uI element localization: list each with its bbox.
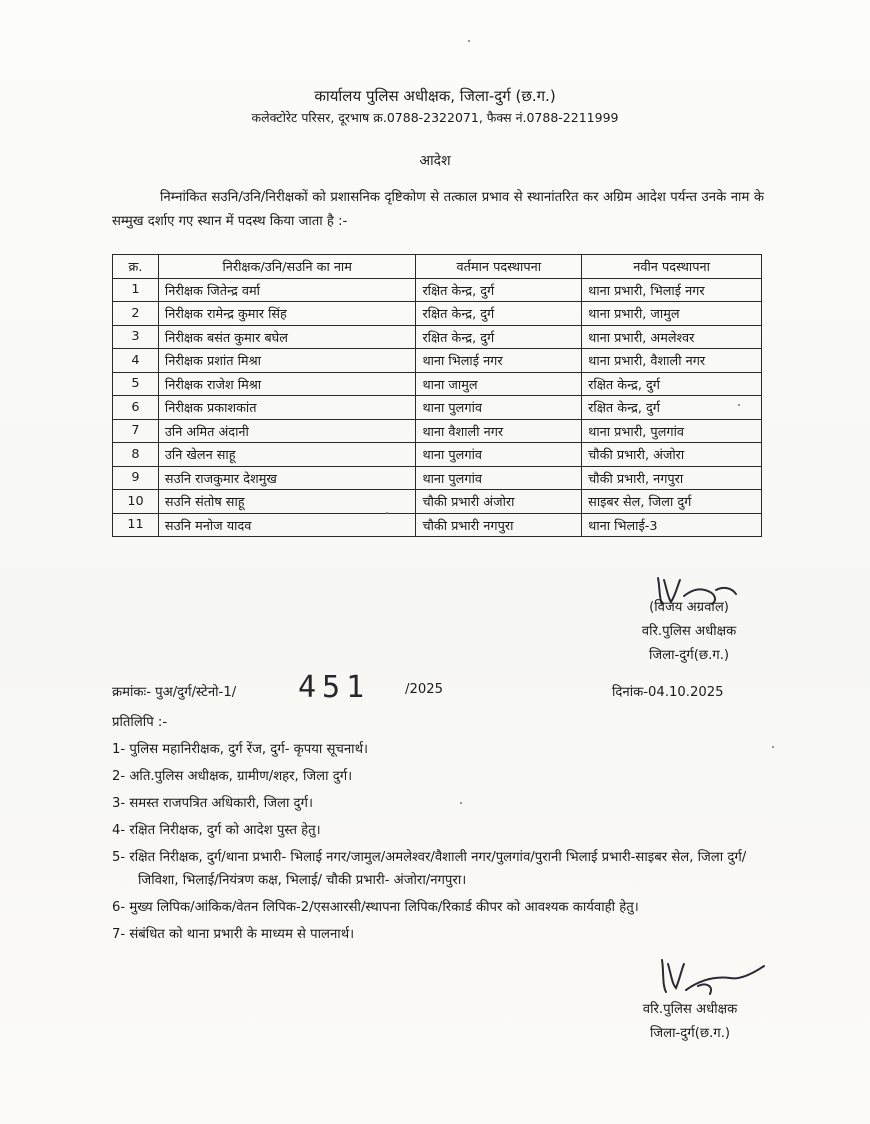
order-intro: निम्नांकित सउनि/उनि/निरीक्षकों को प्रशासनिक दृष्टिकोण से तत्काल प्रभाव से स्थानांतरित कर अग्रिम आदेश पर्यन्त उनके नाम के सम्मुख दर्शाए गए स्थान में पदस्थ किया जाता है :-	[112, 190, 764, 229]
list-item: 7- संबंधित को थाना प्रभारी के माध्यम से पालनार्थ।	[112, 927, 355, 942]
list-item: 6- मुख्य लिपिक/आंकिक/वेतन लिपिक-2/एसआरसी/स्थापना लिपिक/रिकार्ड कीपर को आवश्यक कार्यवाही हेतु।	[112, 900, 639, 915]
row-current-posting: चौकी प्रभारी नगपुरा	[416, 513, 582, 537]
table-row	[113, 396, 762, 420]
row-current-posting: रक्षित केन्द्र, दुर्ग	[416, 302, 582, 326]
row-serial: 5	[113, 372, 159, 396]
table-row	[113, 443, 762, 467]
reference-year: /2025	[405, 682, 444, 697]
row-serial: 1	[113, 278, 159, 302]
speck	[460, 802, 462, 804]
row-current-posting: थाना वैशाली नगर	[416, 419, 582, 443]
row-current-posting: थाना जामुल	[416, 372, 582, 396]
office-heading: कार्यालय पुलिस अधीक्षक, जिला-दुर्ग (छ.ग.)	[314, 87, 556, 105]
table-row	[113, 419, 762, 443]
speck	[468, 40, 470, 42]
row-current-posting: रक्षित केन्द्र, दुर्ग	[416, 325, 582, 349]
column-header-current-posting: वर्तमान पदस्थापना	[416, 255, 582, 279]
row-name: उनि अमित अंदानी	[158, 419, 416, 443]
row-current-posting: रक्षित केन्द्र, दुर्ग	[416, 278, 582, 302]
speck	[386, 512, 388, 514]
row-current-posting: थाना पुलगांव	[416, 466, 582, 490]
list-item: 4- रक्षित निरीक्षक, दुर्ग को आदेश पुस्त हेतु।	[112, 823, 321, 838]
order-title: आदेश	[419, 153, 451, 169]
row-new-posting: चौकी प्रभारी, नगपुरा	[582, 466, 762, 490]
row-name: सउनि संतोष साहू	[158, 490, 416, 514]
row-name: निरीक्षक बसंत कुमार बघेल	[158, 325, 416, 349]
signatory-1-block	[624, 596, 754, 668]
row-current-posting: थाना पुलगांव	[416, 443, 582, 467]
office-address: कलेक्टोरेट परिसर, दूरभाष क्र.0788-2322071, फैक्स नं.0788-2211999	[251, 110, 619, 125]
row-current-posting: चौकी प्रभारी अंजोरा	[416, 490, 582, 514]
table-row	[113, 490, 762, 514]
row-serial: 4	[113, 349, 159, 373]
row-new-posting: रक्षित केन्द्र, दुर्ग	[582, 372, 762, 396]
row-new-posting: थाना प्रभारी, भिलाई नगर	[582, 278, 762, 302]
table-row	[113, 372, 762, 396]
row-serial: 7	[113, 419, 159, 443]
row-current-posting: थाना भिलाई नगर	[416, 349, 582, 373]
row-name: सउनि राजकुमार देशमुख	[158, 466, 416, 490]
row-name: निरीक्षक राजेश मिश्रा	[158, 372, 416, 396]
row-serial: 11	[113, 513, 159, 537]
row-new-posting: रक्षित केन्द्र, दुर्ग	[582, 396, 762, 420]
column-header-serial: क्र.	[113, 255, 159, 279]
table-header-row	[113, 255, 762, 279]
row-name: निरीक्षक प्रशांत मिश्रा	[158, 349, 416, 373]
row-serial: 3	[113, 325, 159, 349]
signatory-2-block	[620, 998, 760, 1046]
table-row	[113, 513, 762, 537]
speck	[772, 746, 774, 748]
table-row	[113, 349, 762, 373]
row-name: सउनि मनोज यादव	[158, 513, 416, 537]
row-new-posting: साइबर सेल, जिला दुर्ग	[582, 490, 762, 514]
row-name: उनि खेलन साहू	[158, 443, 416, 467]
table-row	[113, 278, 762, 302]
row-new-posting: थाना प्रभारी, अमलेश्वर	[582, 325, 762, 349]
column-header-new-posting: नवीन पदस्थापना	[582, 255, 762, 279]
reference-prefix: क्रमांकः- पुअ/दुर्ग/स्टेनो-1/	[112, 685, 237, 700]
row-new-posting: थाना प्रभारी, पुलगांव	[582, 419, 762, 443]
row-current-posting: थाना पुलगांव	[416, 396, 582, 420]
row-serial: 9	[113, 466, 159, 490]
speck	[738, 404, 740, 406]
row-new-posting: थाना प्रभारी, जामुल	[582, 302, 762, 326]
signatory-1-name: (विजय अग्रवाल)	[649, 600, 729, 615]
signatory-2-designation: वरि.पुलिस अधीक्षक	[642, 1002, 738, 1017]
row-serial: 6	[113, 396, 159, 420]
table-row	[113, 302, 762, 326]
row-new-posting: थाना भिलाई-3	[582, 513, 762, 537]
row-serial: 2	[113, 302, 159, 326]
list-item: 2- अति.पुलिस अधीक्षक, ग्रामीण/शहर, जिला दुर्ग।	[112, 769, 353, 784]
row-new-posting: चौकी प्रभारी, अंजोरा	[582, 443, 762, 467]
copy-to-list	[112, 738, 764, 950]
row-new-posting: थाना प्रभारी, वैशाली नगर	[582, 349, 762, 373]
table-row	[113, 325, 762, 349]
list-item: 5- रक्षित निरीक्षक, दुर्ग/थाना प्रभारी- भिलाई नगर/जामुल/अमलेश्वर/वैशाली नगर/पुलगांव/पुरानी भिलाई प्रभारी-साइबर सेल, जिला दुर्ग/ जिविशा, भिलाई/नियंत्रण कक्ष, भिलाई/ चौकी प्रभारी- अंजोरा/नगपुरा।	[112, 850, 747, 888]
transfer-table	[112, 254, 762, 537]
signatory-2-district: जिला-दुर्ग(छ.ग.)	[649, 1026, 731, 1041]
row-name: निरीक्षक रामेन्द्र कुमार सिंह	[158, 302, 416, 326]
row-serial: 8	[113, 443, 159, 467]
copy-to-label: प्रतिलिपि :-	[112, 715, 168, 730]
signatory-1-district: जिला-दुर्ग(छ.ग.)	[648, 648, 730, 663]
reference-number: 451	[298, 670, 371, 705]
row-name: निरीक्षक जितेन्द्र वर्मा	[158, 278, 416, 302]
order-date: दिनांक-04.10.2025	[612, 685, 724, 700]
column-header-name: निरीक्षक/उनि/सउनि का नाम	[158, 255, 416, 279]
list-item: 1- पुलिस महानिरीक्षक, दुर्ग रेंज, दुर्ग- कृपया सूचनार्थ।	[112, 742, 368, 757]
row-name: निरीक्षक प्रकाशकांत	[158, 396, 416, 420]
list-item: 3- समस्त राजपत्रित अधिकारी, जिला दुर्ग।	[112, 796, 313, 811]
row-serial: 10	[113, 490, 159, 514]
table-row	[113, 466, 762, 490]
signatory-1-designation: वरि.पुलिस अधीक्षक	[641, 624, 737, 639]
